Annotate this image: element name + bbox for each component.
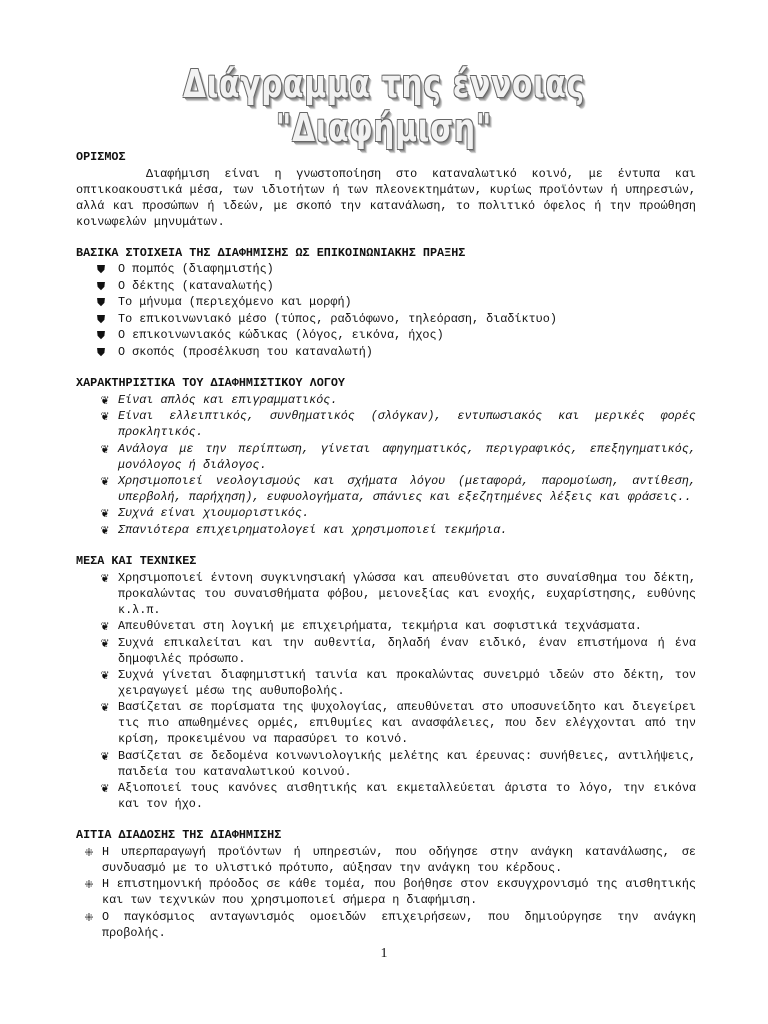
shield-bullet-icon: ⛊: [96, 312, 106, 326]
list-item: [76, 312, 696, 328]
list-item-text: Αξιοποιεί τους κανόνες αισθητικής και εκμεταλλεύεται άριστα το λόγο, την εικόνα και τον ήχο.: [118, 781, 696, 812]
section-spread-causes: [76, 828, 696, 942]
list-item-text: Είναι ελλειπτικός, συνθηματικός (σλόγκαν), εντυπωσιακός και μερικές φορές προκλητικός.: [118, 409, 696, 440]
flower-bullet-icon: ❦: [100, 507, 110, 521]
list-item: [76, 328, 696, 344]
flower-bullet-icon: ❦: [100, 701, 110, 715]
list-item-text: Το μήνυμα (περιεχόμενο και μορφή): [118, 295, 352, 310]
list-item: [76, 619, 696, 635]
list-item: [76, 442, 696, 474]
list-item-text: Χρησιμοποιεί έντονη συγκινησιακή γλώσσα και απευθύνεται στο συναίσθημα του δέκτη, προκαλώντας του συναισθήματα φόβου, μειονεξίας και ενοχής, ευχαρίστησης, ευθύνης κ.λ.π.: [118, 570, 696, 617]
section-means-techniques: [76, 554, 696, 813]
flower-bullet-icon: ❦: [100, 410, 110, 424]
shield-bullet-icon: ⛊: [96, 329, 106, 343]
list-item-text: Ο σκοπός (προσέλκυση του καταναλωτή): [118, 344, 373, 359]
list-item: [76, 474, 696, 506]
asterisk-bullet-icon: ⁜: [84, 845, 94, 859]
list-item: [76, 668, 696, 700]
section-definition: [76, 150, 696, 231]
flower-bullet-icon: ❦: [100, 636, 110, 650]
list-item-text: Βασίζεται σε πορίσματα της ψυχολογίας, απευθύνεται στο υποσυνείδητο και διεγείρει τις πιο απωθημένες ορμές, επιθυμίες και ανασφάλειες, που δεν ελέγχονται από την κρίση, προκειμένου να παρασύρει το κοινό.: [118, 700, 696, 747]
asterisk-bullet-icon: ⁜: [84, 878, 94, 892]
section-heading-basic-elements: ΒΑΣΙΚΑ ΣΤΟΙΧΕΙΑ ΤΗΣ ΔΙΑΦΗΜΙΣΗΣ ΩΣ ΕΠΙΚΟΙΝΩΝΙΑΚΗΣ ΠΡΑΞΗΣ: [76, 245, 466, 260]
shield-bullet-icon: ⛊: [96, 263, 106, 277]
flower-bullet-icon: ❦: [100, 749, 110, 763]
list-item-text: Σπανιότερα επιχειρηματολογεί και χρησιμοποιεί τεκμήρια.: [118, 522, 508, 537]
section-heading-spread-causes: ΑΙΤΙΑ ΔΙΑΔΟΣΗΣ ΤΗΣ ΔΙΑΦΗΜΙΣΗΣ: [76, 827, 282, 842]
list-item: [76, 877, 696, 909]
list-item: [76, 295, 696, 311]
list-item: [76, 700, 696, 748]
flower-bullet-icon: ❦: [100, 620, 110, 634]
shield-bullet-icon: ⛊: [96, 279, 106, 293]
list-item-text: Η υπερπαραγωγή προϊόντων ή υπηρεσιών, που οδήγησε στην ανάγκη κατανάλωσης, σε συνδυασμό με το υλιστικό πρότυπο, αύξησαν την ανάγκη του κέρδους.: [102, 844, 696, 875]
flower-bullet-icon: ❦: [100, 393, 110, 407]
list-item: [76, 393, 696, 409]
list-item: [76, 571, 696, 619]
list-item-text: Συχνά γίνεται διαφημιστική ταινία και προκαλώντας συνειρμό ιδεών στο δέκτη, τον χειραγωγεί μέσω της αυθυποβολής.: [118, 668, 696, 698]
basic-elements-list: [76, 262, 696, 360]
section-heading-means-techniques: ΜΕΣΑ ΚΑΙ ΤΕΧΝΙΚΕΣ: [76, 553, 197, 568]
section-heading-ad-language: ΧΑΡΑΚΤΗΡΙΣΤΙΚΑ ΤΟΥ ΔΙΑΦΗΜΙΣΤΙΚΟΥ ΛΟΓΟΥ: [76, 375, 346, 390]
list-item-text: Βασίζεται σε δεδομένα κοινωνιολογικής μελέτης και έρευνας: συνήθειες, αντιλήψεις, παιδεία του καταναλωτικού κοινού.: [118, 748, 696, 779]
list-item: [76, 279, 696, 295]
flower-bullet-icon: ❦: [100, 782, 110, 796]
shield-bullet-icon: ⛊: [96, 345, 106, 359]
list-item: [76, 262, 696, 278]
section-ad-language: [76, 376, 696, 539]
list-item: [76, 345, 696, 361]
list-item-text: Ο επικοινωνιακός κώδικας (λόγος, εικόνα, ήχος): [118, 328, 444, 343]
definition-paragraph: Διαφήμιση είναι η γνωστοποίηση στο καταναλωτικό κοινό, με έντυπα και οπτικοακουστικά μέσα, των ιδιοτήτων ή των πλεονεκτημάτων, κυρίως προϊόντων ή υπηρεσιών, αλλά και προσώπων ή ιδεών, με σκοπό την κατανάλωση, το πολιτικό όφελος ή την προώθηση κοινωφελών μηνυμάτων.: [76, 166, 696, 229]
shield-bullet-icon: ⛊: [96, 296, 106, 310]
document-body: [76, 150, 696, 956]
flower-bullet-icon: ❦: [100, 571, 110, 585]
list-item-text: Απευθύνεται στη λογική με επιχειρήματα, τεκμήρια και σοφιστικά τεχνάσματα.: [118, 619, 642, 634]
list-item: [76, 409, 696, 441]
spread-causes-list: [76, 845, 696, 942]
page-title: Διάγραμμα της έννοιας "Διαφήμιση": [183, 62, 585, 150]
means-techniques-list: [76, 571, 696, 813]
list-item-text: Συχνά επικαλείται και την αυθεντία, δηλαδή έναν ειδικό, έναν επιστήμονα ή ένα δημοφιλές πρόσωπο.: [118, 635, 696, 666]
list-item: [76, 845, 696, 877]
list-item-text: Η επιστημονική πρόοδος σε κάθε τομέα, που βοήθησε στον εκσυγχρονισμό της αισθητικής και των τεχνικών που χρησιμοποιεί σήμερα η διαφήμιση.: [102, 877, 696, 908]
list-item-text: Συχνά είναι χιουμοριστικός.: [118, 506, 310, 521]
asterisk-bullet-icon: ⁜: [84, 910, 94, 924]
list-item: [76, 636, 696, 668]
list-item-text: Είναι απλός και επιγραμματικός.: [118, 392, 338, 407]
list-item: [76, 523, 696, 539]
list-item-text: Ανάλογα με την περίπτωση, γίνεται αφηγηματικός, περιγραφικός, επεξηγηματικός, μονόλογος ή διάλογος.: [118, 441, 696, 472]
page-number: 1: [380, 946, 388, 961]
flower-bullet-icon: ❦: [100, 669, 110, 682]
list-item-text: Ο πομπός (διαφημιστής): [118, 262, 274, 277]
list-item: [76, 506, 696, 522]
flower-bullet-icon: ❦: [100, 523, 110, 537]
section-basic-elements: [76, 246, 696, 361]
list-item: [76, 781, 696, 813]
list-item: [76, 910, 696, 942]
section-heading-definition: ΟΡΙΣΜΟΣ: [76, 150, 126, 164]
list-item: [76, 749, 696, 781]
flower-bullet-icon: ❦: [100, 475, 110, 489]
list-item-text: Το επικοινωνιακό μέσο (τύπος, ραδιόφωνο, τηλεόραση, διαδίκτυο): [118, 311, 557, 326]
list-item-text: Ο παγκόσμιος ανταγωνισμός ομοειδών επιχειρήσεων, που δημιούργησε την ανάγκη προβολής.: [102, 909, 696, 940]
ad-language-list: [76, 393, 696, 539]
list-item-text: Χρησιμοποιεί νεολογισμούς και σχήματα λόγου (μεταφορά, παρομοίωση, αντίθεση, υπερβολή, παρήχηση), ευφυολογήματα, σπάνιες και εξεζητημένες λέξεις και φράσεις..: [118, 474, 696, 504]
list-item-text: Ο δέκτης (καταναλωτής): [118, 278, 274, 293]
flower-bullet-icon: ❦: [100, 442, 110, 456]
